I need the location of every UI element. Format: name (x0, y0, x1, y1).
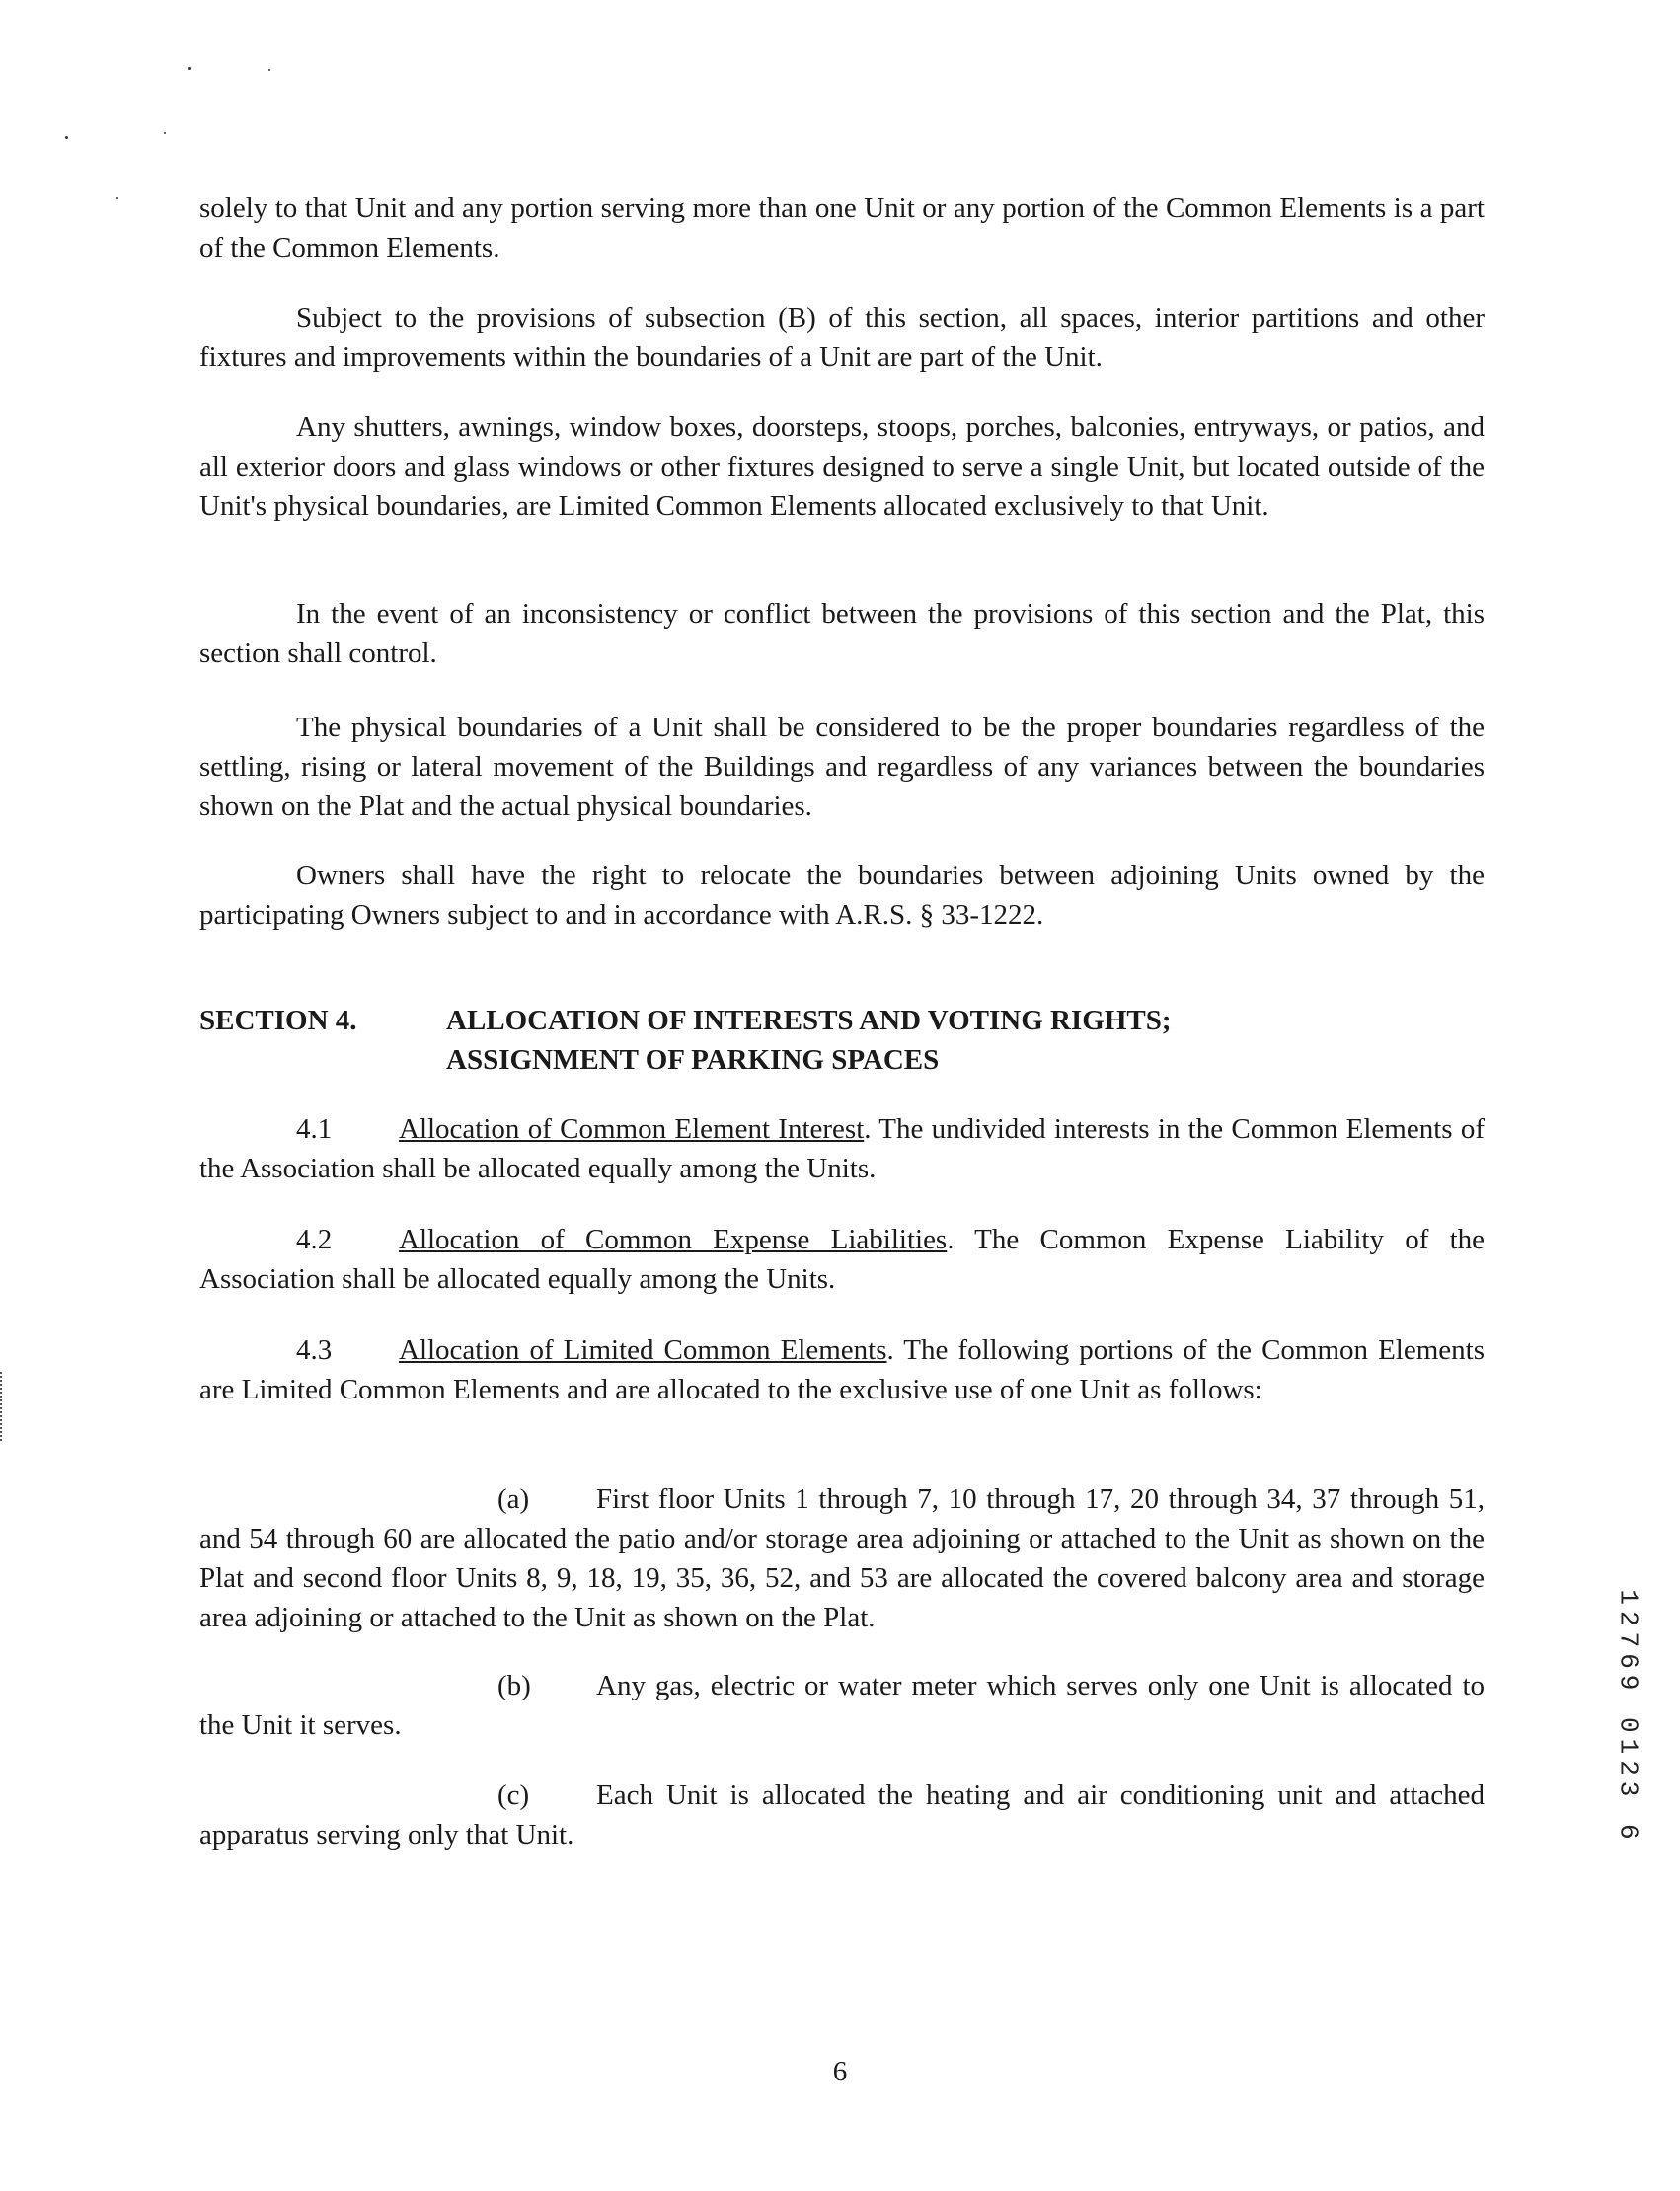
item-label: (c) (497, 1779, 530, 1811)
item-a (199, 1479, 1485, 1637)
section-title (446, 1001, 1483, 1080)
item-label: (b) (497, 1670, 531, 1701)
scan-speck (188, 67, 191, 70)
paragraph-physical-boundaries: The physical boundaries of a Unit shall be considered to be the proper boundaries regardless of the settling, rising or lateral movement of the Buildings and regardless of any variances between the boundaries shown on the Plat and the actual physical boundaries. (199, 712, 1485, 822)
paragraph-relocate-boundaries: Owners shall have the right to relocate the boundaries between adjoining Units owned by the participating Owners subject to and in accordance with A.R.S. § 33-1222. (199, 860, 1485, 931)
page-number: 6 (832, 2056, 848, 2087)
subsection-heading: Allocation of Common Element Interest (399, 1113, 865, 1145)
scan-speck (268, 69, 270, 71)
item-text: First floor Units 1 through 7, 10 through 17, 20 through 34, 37 through 51, and 54 through 60 are allocated the patio and/or storage area adjoining or attached to the Unit as shown on the Plat and second floor Units 8, 9, 18, 19, 35, 36, 52, and 53 are allocated the covered balcony area and storage area adjoining or attached to the Unit as shown on the Plat. (199, 1483, 1485, 1633)
subsection-text: . The following portions of the Common Elements are Limited Common Elements and are allocated to the exclusive use of one Unit as follows: (199, 1334, 1485, 1405)
subsection-4-3 (199, 1330, 1485, 1409)
item-text: Each Unit is allocated the heating and air conditioning unit and attached apparatus serving only that Unit. (199, 1779, 1485, 1851)
subsection-number: 4.3 (296, 1334, 333, 1366)
section-number: SECTION 4. (199, 1005, 357, 1036)
scan-speck (164, 132, 166, 134)
paragraph-continuation: solely to that Unit and any portion serving more than one Unit or any portion of the Common Elements is a part of the Common Elements. (199, 192, 1485, 264)
recording-number-stamp (1609, 1579, 1648, 1855)
scan-speck (116, 197, 118, 199)
paragraph-limited-common-elements: Any shutters, awnings, window boxes, doorsteps, stoops, porches, balconies, entryways, or patios, and all exterior doors and glass windows or other fixtures designed to serve a single Unit, but located outside of the Unit's physical boundaries, are Limited Common Elements allocated exclusively to that Unit. (199, 412, 1485, 522)
item-label: (a) (497, 1483, 530, 1515)
paragraph-inconsistency: In the event of an inconsistency or conflict between the provisions of this section and the Plat, this section shall control. (199, 598, 1485, 669)
scan-speck (65, 136, 68, 139)
subsection-4-2 (199, 1220, 1485, 1299)
scan-edge-marks (0, 1372, 5, 1441)
subsection-heading: Allocation of Limited Common Elements (399, 1334, 887, 1366)
item-c (199, 1775, 1485, 1854)
subsection-4-1 (199, 1109, 1485, 1188)
item-b (199, 1666, 1485, 1745)
section-heading (199, 1001, 1485, 1080)
subsection-number: 4.1 (296, 1113, 333, 1145)
subsection-text: . The Common Expense Liability of the Association shall be allocated equally among the Units. (199, 1224, 1485, 1295)
item-text: Any gas, electric or water meter which serves only one Unit is allocated to the Unit it serves. (199, 1670, 1485, 1741)
recording-number: 12769 0123 6 (1614, 1589, 1644, 1846)
subsection-heading: Allocation of Common Expense Liabilities (399, 1224, 948, 1255)
paragraph-subsection-b: Subject to the provisions of subsection (B) of this section, all spaces, interior partitions and other fixtures and improvements within the boundaries of a Unit are part of the Unit. (199, 302, 1485, 373)
section-title-line-2: ASSIGNMENT OF PARKING SPACES (446, 1044, 940, 1076)
section-title-line-1: ALLOCATION OF INTERESTS AND VOTING RIGHTS; (446, 1005, 1172, 1036)
subsection-number: 4.2 (296, 1224, 333, 1255)
subsection-text: . The undivided interests in the Common Elements of the Association shall be allocated equally among the Units. (199, 1113, 1485, 1184)
